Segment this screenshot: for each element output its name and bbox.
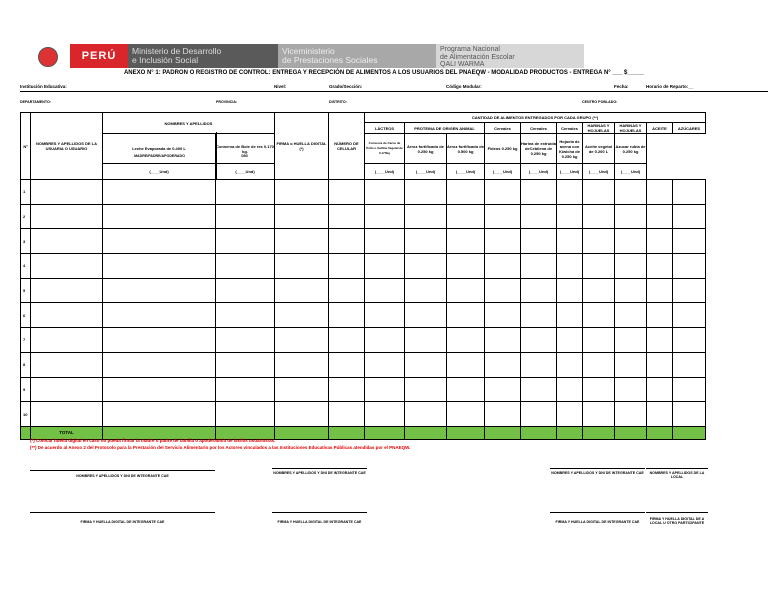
row-cell[interactable]: [365, 377, 405, 402]
row-cell[interactable]: [365, 303, 405, 328]
row-cell[interactable]: [275, 229, 329, 254]
product-7: Hojuela de avena con Kiwicha de 0.250 kg: [557, 134, 583, 164]
col-header-cantidad: CANTIDAD DE ALIMENTOS ENTREGADOS POR CADA GRUPO (**): [365, 113, 706, 123]
row-cell[interactable]: [673, 229, 706, 254]
row-cell[interactable]: [103, 180, 216, 205]
row-cell[interactable]: [329, 204, 365, 229]
row-cell[interactable]: [365, 229, 405, 254]
row-cell[interactable]: [275, 377, 329, 402]
row-cell[interactable]: [447, 204, 485, 229]
firma-line-4: [646, 512, 708, 513]
col-header-celular: NÚMERO DE CELULAR: [329, 113, 365, 180]
field-provincia: PROVINCIA:: [216, 100, 238, 104]
unit-4: (____Und): [447, 164, 485, 180]
firma-label-1: FIRMA Y HUELLA DIGITAL DE INTEGRANTE CAE: [80, 520, 165, 524]
row-cell[interactable]: [329, 377, 365, 402]
row-cell[interactable]: [521, 229, 557, 254]
row-cell[interactable]: [31, 377, 103, 402]
row-cell[interactable]: [647, 377, 673, 402]
row-cell[interactable]: [673, 328, 706, 353]
row-cell[interactable]: [447, 254, 485, 279]
unit-1: (____Und): [216, 164, 275, 180]
row-cell[interactable]: [365, 278, 405, 303]
row-cell[interactable]: [521, 254, 557, 279]
coat-of-arms-icon: [30, 44, 70, 68]
total-label: TOTAL: [31, 426, 103, 439]
row-cell[interactable]: [103, 328, 216, 353]
field-codigo: Código Modular:: [446, 84, 482, 89]
row-cell[interactable]: [405, 180, 447, 205]
row-cell[interactable]: [647, 328, 673, 353]
product-6: Harina de extruída deCebilena de 0.250 kg: [521, 134, 557, 164]
row-cell[interactable]: [673, 278, 706, 303]
unit-8: (____Und): [583, 164, 615, 180]
sig-name-3: NOMBRES Y APELLIDOS Y DNI DE INTEGRANTE CAE: [551, 471, 644, 475]
row-cell[interactable]: [485, 278, 521, 303]
row-cell[interactable]: [103, 278, 216, 303]
row-cell[interactable]: [557, 229, 583, 254]
row-cell[interactable]: [329, 352, 365, 377]
row-cell[interactable]: [405, 377, 447, 402]
row-number: 9: [21, 377, 31, 402]
field-departamento: DEPARTAMENTO:: [20, 100, 51, 104]
row-cell[interactable]: [615, 402, 647, 427]
row-cell[interactable]: [583, 180, 615, 205]
row-cell[interactable]: [583, 377, 615, 402]
row-cell[interactable]: [329, 278, 365, 303]
row-cell[interactable]: [557, 303, 583, 328]
row-cell[interactable]: [615, 278, 647, 303]
table-row: [21, 402, 706, 427]
row-cell[interactable]: [365, 204, 405, 229]
row-cell[interactable]: [216, 402, 275, 427]
row-cell[interactable]: [673, 377, 706, 402]
sig-line-3: [550, 468, 645, 469]
row-cell[interactable]: [275, 180, 329, 205]
field-institucion: Institución Educativa:: [20, 84, 67, 89]
field-divider: [20, 91, 768, 92]
row-cell[interactable]: [447, 352, 485, 377]
row-number: 8: [21, 352, 31, 377]
group-harinas-2: HARINAS Y HOJUELAS: [615, 123, 647, 134]
row-number: 3: [21, 229, 31, 254]
row-cell[interactable]: [583, 328, 615, 353]
row-cell[interactable]: [615, 204, 647, 229]
note-2: (**) De acuerdo al Anexo 2 del Protocolo para la Prestación del Servicio Alimentario por los Actores vinculados a las Instituciones Educativas Públicas atendidas por el PNAEQW.: [30, 445, 411, 450]
header-dni-cell: [215, 132, 274, 180]
product-8: Aceite vegetal de 0.200 L: [583, 134, 615, 164]
row-cell[interactable]: [405, 204, 447, 229]
row-cell[interactable]: [583, 254, 615, 279]
table-row: [21, 328, 706, 353]
row-cell[interactable]: [485, 229, 521, 254]
row-cell[interactable]: [615, 254, 647, 279]
row-cell[interactable]: [216, 328, 275, 353]
field-centro-poblado: CENTRO POBLADO:: [582, 100, 618, 104]
row-number: 6: [21, 303, 31, 328]
table-row: [21, 229, 706, 254]
sig-line-4: [646, 468, 708, 469]
field-horario: Horario de Reparto:__: [646, 84, 694, 89]
row-cell[interactable]: [583, 204, 615, 229]
product-3: Arroz fortificado de 0.250 kg: [405, 134, 447, 164]
table-row: [21, 352, 706, 377]
field-nivel: Nivel:: [274, 84, 287, 89]
row-cell[interactable]: [615, 229, 647, 254]
row-cell[interactable]: [647, 180, 673, 205]
row-cell[interactable]: [673, 254, 706, 279]
unit-0: (____Und): [103, 164, 216, 180]
note-1: (*) Colocar huella digital en caso no pueda firmar la madre o padre de familia o apoderado/a de las/los usuarios/as.: [30, 438, 276, 443]
row-cell[interactable]: [405, 402, 447, 427]
row-cell[interactable]: [485, 328, 521, 353]
row-cell[interactable]: [31, 204, 103, 229]
row-cell[interactable]: [521, 328, 557, 353]
row-cell[interactable]: [673, 204, 706, 229]
viceministry-block: Viceministerio de Prestaciones Sociales: [278, 44, 436, 68]
row-cell[interactable]: [447, 303, 485, 328]
table-row: [21, 204, 706, 229]
unit-6: (____Und): [521, 164, 557, 180]
firma-line-2: [272, 512, 367, 513]
field-fecha: Fecha:: [614, 84, 629, 89]
row-cell[interactable]: [447, 377, 485, 402]
row-cell[interactable]: [647, 402, 673, 427]
row-cell[interactable]: [275, 352, 329, 377]
row-cell[interactable]: [583, 278, 615, 303]
sig-name-1: NOMBRES Y APELLIDOS Y DNI DE INTEGRANTE CAE: [76, 474, 169, 478]
row-cell[interactable]: [615, 328, 647, 353]
document-title: ANEXO N° 1: PADRON O REGISTRO DE CONTROL: ENTREGA Y RECEPCIÓN DE ALIMENTOS A LOS USUARIOS DEL PNAEQW - MODALIDAD PRODUCTOS - ENTREGA N° ___ $_____: [123, 70, 645, 76]
row-cell[interactable]: [103, 229, 216, 254]
row-cell[interactable]: [673, 352, 706, 377]
row-cell[interactable]: [31, 180, 103, 205]
unit-3: (____Und): [405, 164, 447, 180]
row-cell[interactable]: [31, 229, 103, 254]
row-cell[interactable]: [405, 352, 447, 377]
header-logos: [30, 44, 595, 68]
col-header-firma: FIRMA o HUELLA DIGITAL (*): [275, 113, 329, 180]
header-madre-label: MADRE/PADRE/APODERADO: [134, 154, 185, 158]
row-cell[interactable]: [615, 303, 647, 328]
row-cell[interactable]: [583, 352, 615, 377]
row-cell[interactable]: [405, 254, 447, 279]
row-cell[interactable]: [447, 180, 485, 205]
field-distrito: DISTRITO:: [329, 100, 347, 104]
row-cell[interactable]: [557, 278, 583, 303]
row-number: 2: [21, 204, 31, 229]
unit-7: (____Und): [557, 164, 583, 180]
row-cell[interactable]: [521, 377, 557, 402]
row-cell[interactable]: [647, 204, 673, 229]
row-cell[interactable]: [647, 278, 673, 303]
product-5: Fideos 0.250 kg: [485, 134, 521, 164]
row-cell[interactable]: [485, 204, 521, 229]
row-cell[interactable]: [521, 180, 557, 205]
row-cell[interactable]: [103, 377, 216, 402]
row-cell[interactable]: [216, 204, 275, 229]
table-row: [21, 180, 706, 205]
col-header-usuario: NOMBRES Y APELLIDOS DE LA USUARIA O USUARIO: [31, 113, 103, 180]
table-row: [21, 303, 706, 328]
row-cell[interactable]: [557, 402, 583, 427]
row-cell[interactable]: [485, 254, 521, 279]
sig-name-2: NOMBRES Y APELLIDOS Y DNI DE INTEGRANTE CAE: [273, 471, 366, 475]
table-row: [21, 254, 706, 279]
qali-warma-block: Programa Nacional de Alimentación Escolar QALI WARMA: [436, 44, 584, 68]
row-cell[interactable]: [405, 229, 447, 254]
ministry-block: Ministerio de Desarrollo e Inclusión Social: [128, 44, 278, 68]
row-cell[interactable]: [103, 254, 216, 279]
unit-2: (____Und): [365, 164, 405, 180]
row-cell[interactable]: [615, 180, 647, 205]
row-cell[interactable]: [329, 180, 365, 205]
product-2: Conserva de Carne de Pollo o Gallina Vegetal de 0.170kg: [365, 134, 405, 164]
row-cell[interactable]: [365, 180, 405, 205]
row-cell[interactable]: [673, 402, 706, 427]
row-cell[interactable]: [485, 377, 521, 402]
row-cell[interactable]: [103, 352, 216, 377]
firma-label-4: FIRMA Y HUELLA DIGITAL DE A LOCAL U OTRO PARTICIPANTE: [649, 517, 705, 525]
row-cell[interactable]: [103, 303, 216, 328]
row-cell[interactable]: [216, 377, 275, 402]
group-azucares: AZÚCARES: [673, 123, 706, 134]
row-cell[interactable]: [329, 328, 365, 353]
row-cell[interactable]: [557, 352, 583, 377]
row-cell[interactable]: [329, 229, 365, 254]
row-cell[interactable]: [275, 402, 329, 427]
peru-brand: PERÚ: [70, 44, 128, 68]
table-row: [21, 377, 706, 402]
row-cell[interactable]: [485, 303, 521, 328]
group-aceite: ACEITE: [647, 123, 673, 134]
firma-line-1: [30, 512, 215, 513]
group-cereales-3: Cereales: [557, 123, 583, 134]
row-cell[interactable]: [521, 352, 557, 377]
row-cell[interactable]: [31, 303, 103, 328]
row-cell[interactable]: [216, 352, 275, 377]
sig-line-2: [272, 468, 367, 469]
row-cell[interactable]: [647, 352, 673, 377]
row-cell[interactable]: [447, 402, 485, 427]
row-cell[interactable]: [365, 352, 405, 377]
row-cell[interactable]: [485, 402, 521, 427]
row-cell[interactable]: [216, 303, 275, 328]
row-cell[interactable]: [673, 303, 706, 328]
row-cell[interactable]: [275, 328, 329, 353]
row-cell[interactable]: [365, 254, 405, 279]
row-cell[interactable]: [216, 278, 275, 303]
sig-name-4: NOMBRES Y APELLIDOS DE LA LOCAL: [649, 471, 705, 479]
row-cell[interactable]: [447, 229, 485, 254]
row-cell[interactable]: [329, 254, 365, 279]
row-cell[interactable]: [557, 180, 583, 205]
row-cell[interactable]: [557, 328, 583, 353]
row-cell[interactable]: [647, 229, 673, 254]
row-cell[interactable]: [521, 303, 557, 328]
row-cell[interactable]: [647, 254, 673, 279]
row-cell[interactable]: [103, 402, 216, 427]
group-proteina: PROTEINA DE ORIGEN ANIMAL: [405, 123, 485, 134]
row-cell[interactable]: [275, 254, 329, 279]
row-cell[interactable]: [275, 278, 329, 303]
row-cell[interactable]: [447, 328, 485, 353]
register-table: [20, 112, 706, 440]
product-0: Leche Evaporada de 0.400 L: [103, 134, 216, 164]
row-cell[interactable]: [405, 278, 447, 303]
row-cell[interactable]: [103, 204, 216, 229]
row-cell[interactable]: [521, 402, 557, 427]
row-cell[interactable]: [275, 303, 329, 328]
row-number: 1: [21, 180, 31, 205]
row-cell[interactable]: [365, 402, 405, 427]
unit-5: (____Und): [485, 164, 521, 180]
row-cell[interactable]: [615, 377, 647, 402]
row-cell[interactable]: [557, 254, 583, 279]
row-number: 5: [21, 278, 31, 303]
row-cell[interactable]: [647, 303, 673, 328]
row-cell[interactable]: [583, 303, 615, 328]
row-cell[interactable]: [583, 402, 615, 427]
row-cell[interactable]: [31, 352, 103, 377]
row-cell[interactable]: [405, 303, 447, 328]
firma-label-2: FIRMA Y HUELLA DIGITAL DE INTEGRANTE CAE: [277, 520, 362, 524]
sig-line-1: [30, 470, 215, 471]
product-9: Azucar rubia de 0.250 kg: [615, 134, 647, 164]
row-cell[interactable]: [673, 180, 706, 205]
table-body: [21, 180, 706, 427]
row-cell[interactable]: [405, 328, 447, 353]
row-cell[interactable]: [583, 229, 615, 254]
row-cell[interactable]: [329, 303, 365, 328]
table-row: [21, 278, 706, 303]
row-cell[interactable]: [521, 204, 557, 229]
product-4: Arroz fortificado de 0.500 kg: [447, 134, 485, 164]
row-cell[interactable]: [275, 204, 329, 229]
row-cell[interactable]: [31, 402, 103, 427]
row-cell[interactable]: [31, 254, 103, 279]
col-header-num: Nº: [21, 113, 31, 180]
row-number: 7: [21, 328, 31, 353]
row-cell[interactable]: [216, 229, 275, 254]
field-grado: Grado/Sección:: [329, 84, 363, 89]
group-lacteos: LÁCTEOS: [365, 123, 405, 134]
row-number: 4: [21, 254, 31, 279]
row-cell[interactable]: [557, 377, 583, 402]
group-cereales-2: Cereales: [521, 123, 557, 134]
group-harinas-1: HARINAS Y HOJUELAS: [583, 123, 615, 134]
row-cell[interactable]: [31, 278, 103, 303]
row-cell[interactable]: [216, 180, 275, 205]
row-number: 10: [21, 402, 31, 427]
row-cell[interactable]: [365, 328, 405, 353]
firma-label-3: FIRMA Y HUELLA DIGITAL DE INTEGRANTE CAE: [555, 520, 640, 524]
row-cell[interactable]: [31, 328, 103, 353]
row-cell[interactable]: [485, 352, 521, 377]
col-header-nombres: NOMBRES Y APELLIDOS: [103, 113, 275, 134]
header-dni-label: DNI: [241, 154, 248, 158]
row-cell[interactable]: [329, 402, 365, 427]
firma-line-3: [550, 512, 645, 513]
row-cell[interactable]: [521, 278, 557, 303]
row-cell[interactable]: [485, 180, 521, 205]
row-cell[interactable]: [557, 204, 583, 229]
product-1: Conserva de Bole de res 0.170 kg.: [216, 134, 275, 164]
row-cell[interactable]: [447, 278, 485, 303]
group-cereales-1: Cereales: [485, 123, 521, 134]
row-cell[interactable]: [216, 254, 275, 279]
row-cell[interactable]: [615, 352, 647, 377]
unit-9: (____Und): [615, 164, 647, 180]
